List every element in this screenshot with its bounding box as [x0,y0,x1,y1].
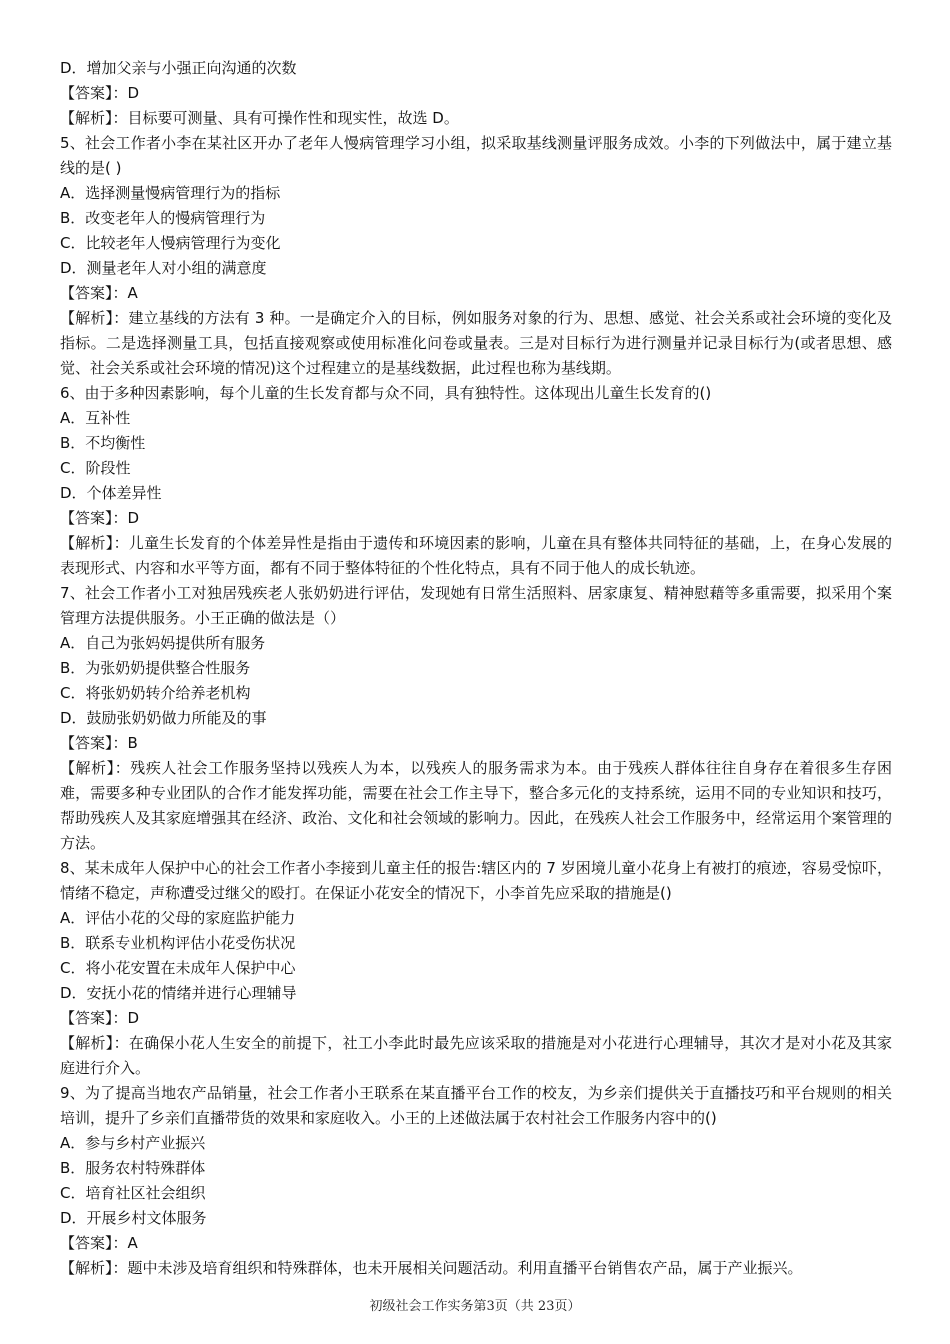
analysis: 【解析】：建立基线的方法有 3 种。一是确定介入的目标，例如服务对象的行为、思想、感觉、社会关系或社会环境的变化及指标。二是选择测量工具，包括直接观察或使用标准化问卷或量表。三是对目标行为进行测量并记录目标行为(或者思想、感觉、社会关系或社会环境的情况)这个过程建立的是基线数据，此过程也称为基线期。 [60,309,892,377]
question-stem: 8、某未成年人保护中心的社会工作者小李接到儿童主任的报告:辖区内的 7 岁困境儿童小花身上有被打的痕迹，容易受惊吓，情绪不稳定，声称遭受过继父的殴打。在保证小花安全的情况下，小李首先应采取的措施是() [60,859,892,902]
option-b: B．为张奶奶提供整合性服务 [60,659,251,677]
option-c: C．培育社区社会组织 [60,1184,206,1202]
question-9 [60,1081,892,1281]
question-5 [60,131,892,381]
answer: 【答案】：A [60,1234,138,1252]
analysis: 【解析】：在确保小花人生安全的前提下，社工小李此时最先应该采取的措施是对小花进行心理辅导，其次才是对小花及其家庭进行介入。 [60,1034,892,1077]
answer: 【答案】：D [60,1009,140,1027]
question-8 [60,856,892,1081]
question-stem: 9、为了提高当地农产品销量，社会工作者小王联系在某直播平台工作的校友，为乡亲们提供关于直播技巧和平台规则的相关培训，提升了乡亲们直播带货的效果和家庭收入。小王的上述做法属于农村社会工作服务内容中的() [60,1084,892,1127]
answer: 【答案】：A [60,284,138,302]
option-b: B．不均衡性 [60,434,146,452]
prev-option-d: D．增加父亲与小强正向沟通的次数 [60,59,297,77]
analysis: 【解析】：题中未涉及培育组织和特殊群体，也未开展相关问题活动。利用直播平台销售农产品，属于产业振兴。 [60,1259,803,1277]
option-d: D．个体差异性 [60,484,162,502]
analysis: 【解析】：儿童生长发育的个体差异性是指由于遗传和环境因素的影响，儿童在具有整体共同特征的基础，上，在身心发展的表现形式、内容和水平等方面，都有不同于整体特征的个性化特点，具有不同于他人的成长轨迹。 [60,534,892,577]
option-c: C．将小花安置在未成年人保护中心 [60,959,296,977]
option-c: C．比较老年人慢病管理行为变化 [60,234,281,252]
option-b: B．服务农村特殊群体 [60,1159,206,1177]
option-a: A．互补性 [60,409,131,427]
answer: 【答案】：D [60,509,140,527]
option-d: D．开展乡村文体服务 [60,1209,207,1227]
option-d: D．鼓励张奶奶做力所能及的事 [60,709,267,727]
question-stem: 7、社会工作者小工对独居残疾老人张奶奶进行评估，发现她有日常生活照料、居家康复、精神慰藉等多重需要，拟采用个案管理方法提供服务。小王正确的做法是（） [60,584,892,627]
question-7 [60,581,892,856]
option-d: D．安抚小花的情绪并进行心理辅导 [60,984,297,1002]
option-d: D．测量老年人对小组的满意度 [60,259,267,277]
analysis: 【解析】：残疾人社会工作服务坚持以残疾人为本，以残疾人的服务需求为本。由于残疾人群体往往自身存在着很多生存困难，需要多种专业团队的合作才能发挥功能，需要在社会工作主导下，整合多元化的支持系统，运用不同的专业知识和技巧，帮助残疾人及其家庭增强其在经济、政治、文化和社会领域的影响力。因此，在残疾人社会工作服务中，经常运用个案管理的方法。 [60,759,892,852]
page-footer: 初级社会工作实务第3页（共 23页） [369,1299,581,1314]
question-stem: 6、由于多种因素影响，每个儿童的生长发育都与众不同，具有独特性。这体现出儿童生长发育的() [60,384,712,402]
option-b: B．改变老年人的慢病管理行为 [60,209,266,227]
answer: 【答案】：B [60,734,138,752]
prev-answer: 【答案】：D [60,84,140,102]
question-stem: 5、社会工作者小李在某社区开办了老年人慢病管理学习小组，拟采取基线测量评服务成效。小李的下列做法中，属于建立基线的是( ) [60,134,892,177]
document-body [60,56,892,1281]
option-a: A．评估小花的父母的家庭监护能力 [60,909,296,927]
prev-analysis: 【解析】：目标要可测量、具有可操作性和现实性，故选 D。 [60,109,459,127]
option-a: A．参与乡村产业振兴 [60,1134,206,1152]
option-c: C．阶段性 [60,459,131,477]
option-b: B．联系专业机构评估小花受伤状况 [60,934,296,952]
option-a: A．选择测量慢病管理行为的指标 [60,184,281,202]
option-c: C．将张奶奶转介给养老机构 [60,684,251,702]
question-6 [60,381,892,581]
option-a: A．自己为张妈妈提供所有服务 [60,634,266,652]
